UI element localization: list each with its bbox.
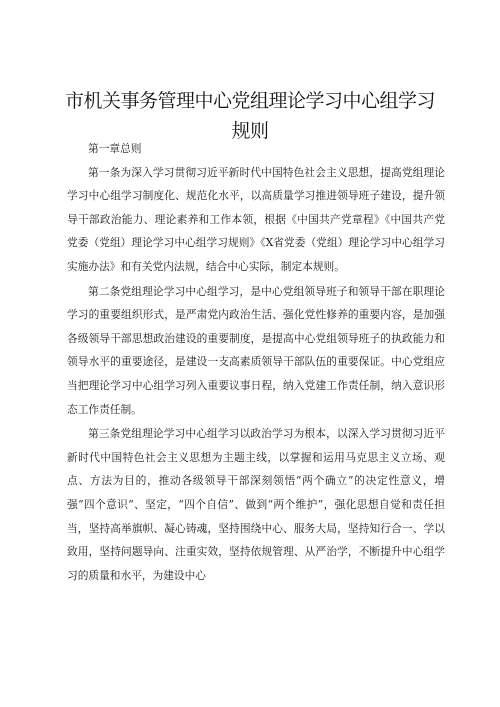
chapter-heading: 第一章总则 (88, 142, 142, 155)
article-1-paragraph: 第一条为深入学习贯彻习近平新时代中国特色社会主义思想，提高党组理论学习中心组学习制度化、规范化水平，以高质量学习推进领导班子建设，提升领导干部政治能力、理论素养和工作本领，根据《中国共产党章程》《中国共产党党委（党组）理论学习中心组学习规则》《X省党委（党组）理论学习中心组学习实施办法》和有关党内法规，结合中心实际，制定本规则。 (67, 165, 445, 273)
document-body (67, 137, 445, 587)
article-2-paragraph: 第二条党组理论学习中心组学习，是中心党组领导班子和领导干部在职理论学习的重要组织形式，是严肃党内政治生活、强化党性修养的重要内容，是加强各级领导干部思想政治建设的重要制度，是提高中心党组领导班子的执政能力和领导水平的重要途径，是建设一支高素质领导干部队伍的重要保证。中心党组应当把理论学习中心组学习列入重要议事日程，纳入党建工作责任制，纳入意识形态工作责任制。 (67, 284, 445, 416)
document-title: 市机关事务管理中心党组理论学习中心组学习规则 (64, 90, 435, 142)
article-3-paragraph: 第三条党组理论学习中心组学习以政治学习为根本，以深入学习贯彻习近平新时代中国特色社会主义思想为主题主线，以掌握和运用马克思主义立场、观点、方法为目的，推动各级领导干部深刻领悟“两个确立”的决定性意义，增强“四个意识”、坚定，“四个自信”、做到“两个维护”，强化思想自觉和责任担当，坚持高举旗帜、凝心铸魂，坚持围绕中心、服务大局，坚持知行合一、学以致用，坚持问题导向、注重实效，坚持依规管理、从严治学，不断提升中心组学习的质量和水平，为建设中心 (67, 427, 445, 582)
